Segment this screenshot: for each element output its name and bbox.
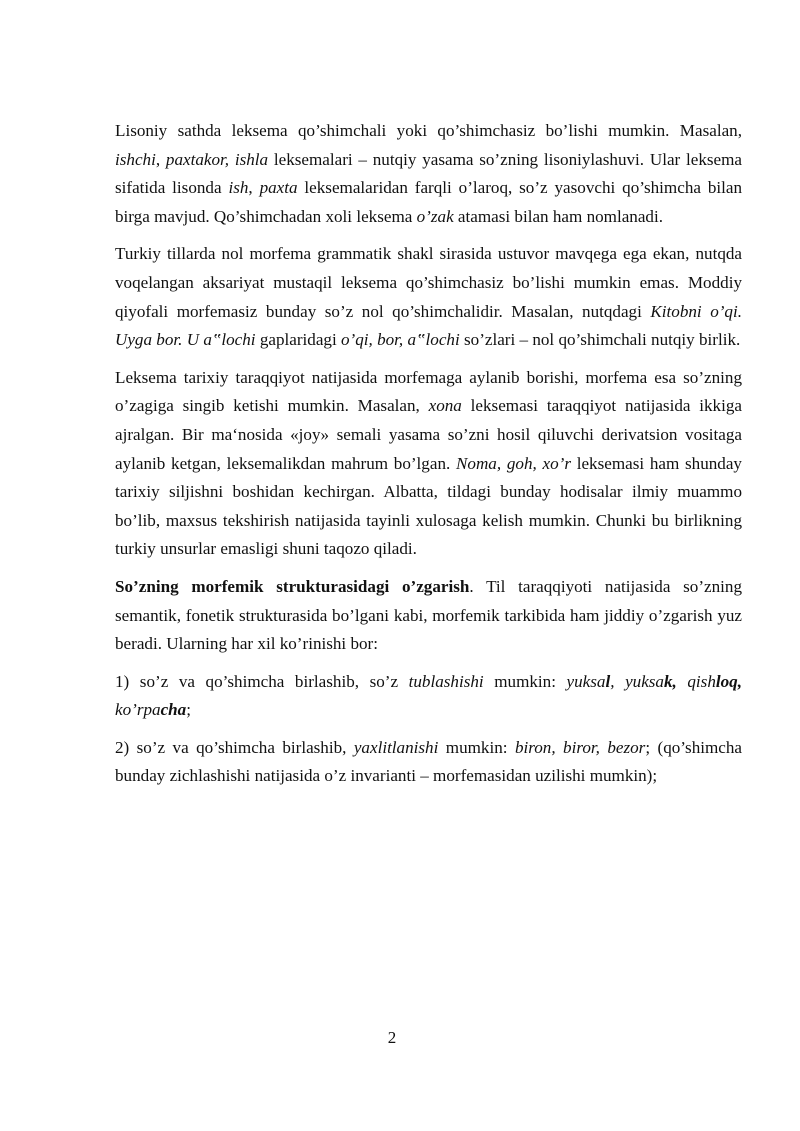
paragraph-1 — [115, 117, 742, 231]
list-item-1-segment-6: , — [610, 671, 626, 691]
list-item-2-segment-2: yaxlitlanishi — [353, 737, 439, 757]
list-item-1-segment-9: qish — [676, 671, 716, 691]
paragraph-1-segment-3: , — [155, 149, 166, 169]
paragraph-2-segment-1: Turkiy tillarda nol morfema grammatik shakl sirasida ustuvor mavqega ega ekan, nutqda voqelangan aksariyat mustaqil leksema qo’shimchasiz bo’lishi mumkin emas. Moddiy qiyofali morfemasiz bunday so’z nol qo’shimchalidir. Masalan, nutqdagi — [115, 244, 742, 321]
paragraph-1-segment-6: ish — [228, 178, 249, 198]
paragraph-1-segment-9: leksemalaridan farqli o’laroq, so’z yasovchi qo’shimcha bilan birga mavjud. Qo’shimchadan xoli leksema — [115, 178, 743, 226]
paragraph-3-segment-3: leksemasi taraqqiyot natijasida ikkiga ajralgan. Bir ma‘nosida «joy» semali yasama so’zni hosil qiluvchi derivatsion vositaga aylanib ketgan, leksemalikdan mahrum bo’lgan. — [115, 396, 742, 473]
paragraph-1-segment-5: leksemalari – nutqiy yasama so’zning lisoniylashuvi. Ular leksema sifatida lisonda — [115, 149, 743, 198]
paragraph-3-segment-5: leksemasi ham shunday tarixiy siljishni boshidan kechirgan. Albatta, tildagi bunday hodisalar ilmiy muammo bo’lib, maxsus tekshirish natijasida tayinli xulosaga kelish mumkin. Chunki bu birlikning turkiy unsurlar emasligi shuni taqozo qiladi. — [115, 453, 742, 559]
page-number: 2 — [387, 1028, 397, 1047]
list-item-1-segment-11: ko’rpa — [115, 700, 161, 720]
paragraph-1-segment-11: atamasi bilan ham nomlanadi. — [453, 206, 663, 226]
paragraph-3-segment-1: Leksema tarixiy taraqqiyot natijasida morfemaga aylanib borishi, morfema esa so’zning o’zagiga singib ketishi mumkin. Masalan, — [115, 367, 742, 416]
paragraph-2-segment-2: Kitobni o’qi. Uyga bor. U a‟lochi — [115, 301, 743, 350]
list-item-1 — [115, 668, 742, 725]
paragraph-2-segment-5: so’zlari – nol qo’shimchali nutqiy birlik. — [459, 330, 741, 350]
paragraph-1-segment-4: paxtakor, ishla — [165, 149, 269, 169]
list-item-1-segment-8: k, — [663, 671, 677, 691]
paragraph-1-segment-2: ishchi — [115, 149, 156, 169]
list-item-1-segment-10: loq, — [715, 671, 742, 691]
list-item-2-segment-3: mumkin: — [438, 737, 515, 757]
list-item-1-segment-2: tublashishi — [408, 671, 484, 691]
list-item-2-segment-1: 2) so’z va qo’shimcha birlashib, — [115, 737, 354, 757]
list-item-1-segment-4: yuksa — [566, 671, 606, 691]
section-heading: So’zning morfemik strukturasidagi o’zgarish — [115, 576, 470, 596]
list-item-2-segment-4: biron, biror, bezor — [514, 737, 646, 757]
paragraph-2-segment-3: gaplaridagi — [255, 330, 341, 350]
list-item-1-segment-5: l — [605, 671, 611, 691]
list-item-1-segment-13: ; — [186, 700, 191, 720]
list-item-1-segment-7: yuksa — [625, 671, 664, 691]
paragraph-3 — [115, 364, 742, 564]
list-item-2 — [115, 734, 742, 791]
paragraph-4-segment-2: . Til taraqqiyoti natijasida so’zning semantik, fonetik strukturasida bo’lgani kabi, morfemik tarkibida ham jiddiy o’zgarish yuz beradi. Ularning har xil ko’rinishi bor: — [115, 576, 742, 654]
list-item-1-segment-12: cha — [160, 700, 187, 720]
paragraph-3-segment-2: xona — [428, 396, 462, 416]
list-item-2-segment-5: ; (qo’shimcha bunday zichlashishi natijasida o’z invarianti – morfemasidan uzilishi mumkin); — [115, 737, 743, 786]
paragraph-1-segment-8: paxta — [259, 178, 298, 198]
page-body — [115, 117, 742, 791]
paragraph-1-segment-1: Lisoniy sathda leksema qo’shimchali yoki qo’shimchasiz bo’lishi mumkin. Masalan, — [115, 121, 742, 140]
paragraph-2 — [115, 240, 742, 354]
list-item-1-segment-1: 1) so’z va qo’shimcha birlashib, so’z — [115, 671, 409, 691]
paragraph-2-segment-4: o’qi, bor, a‟lochi — [341, 330, 460, 350]
paragraph-4 — [115, 573, 742, 659]
list-item-1-segment-3: mumkin: — [483, 671, 567, 691]
paragraph-1-segment-7: , — [248, 178, 260, 198]
paragraph-3-segment-4: Noma, goh, xo’r — [456, 453, 571, 473]
paragraph-1-segment-10: o’zak — [416, 206, 454, 226]
